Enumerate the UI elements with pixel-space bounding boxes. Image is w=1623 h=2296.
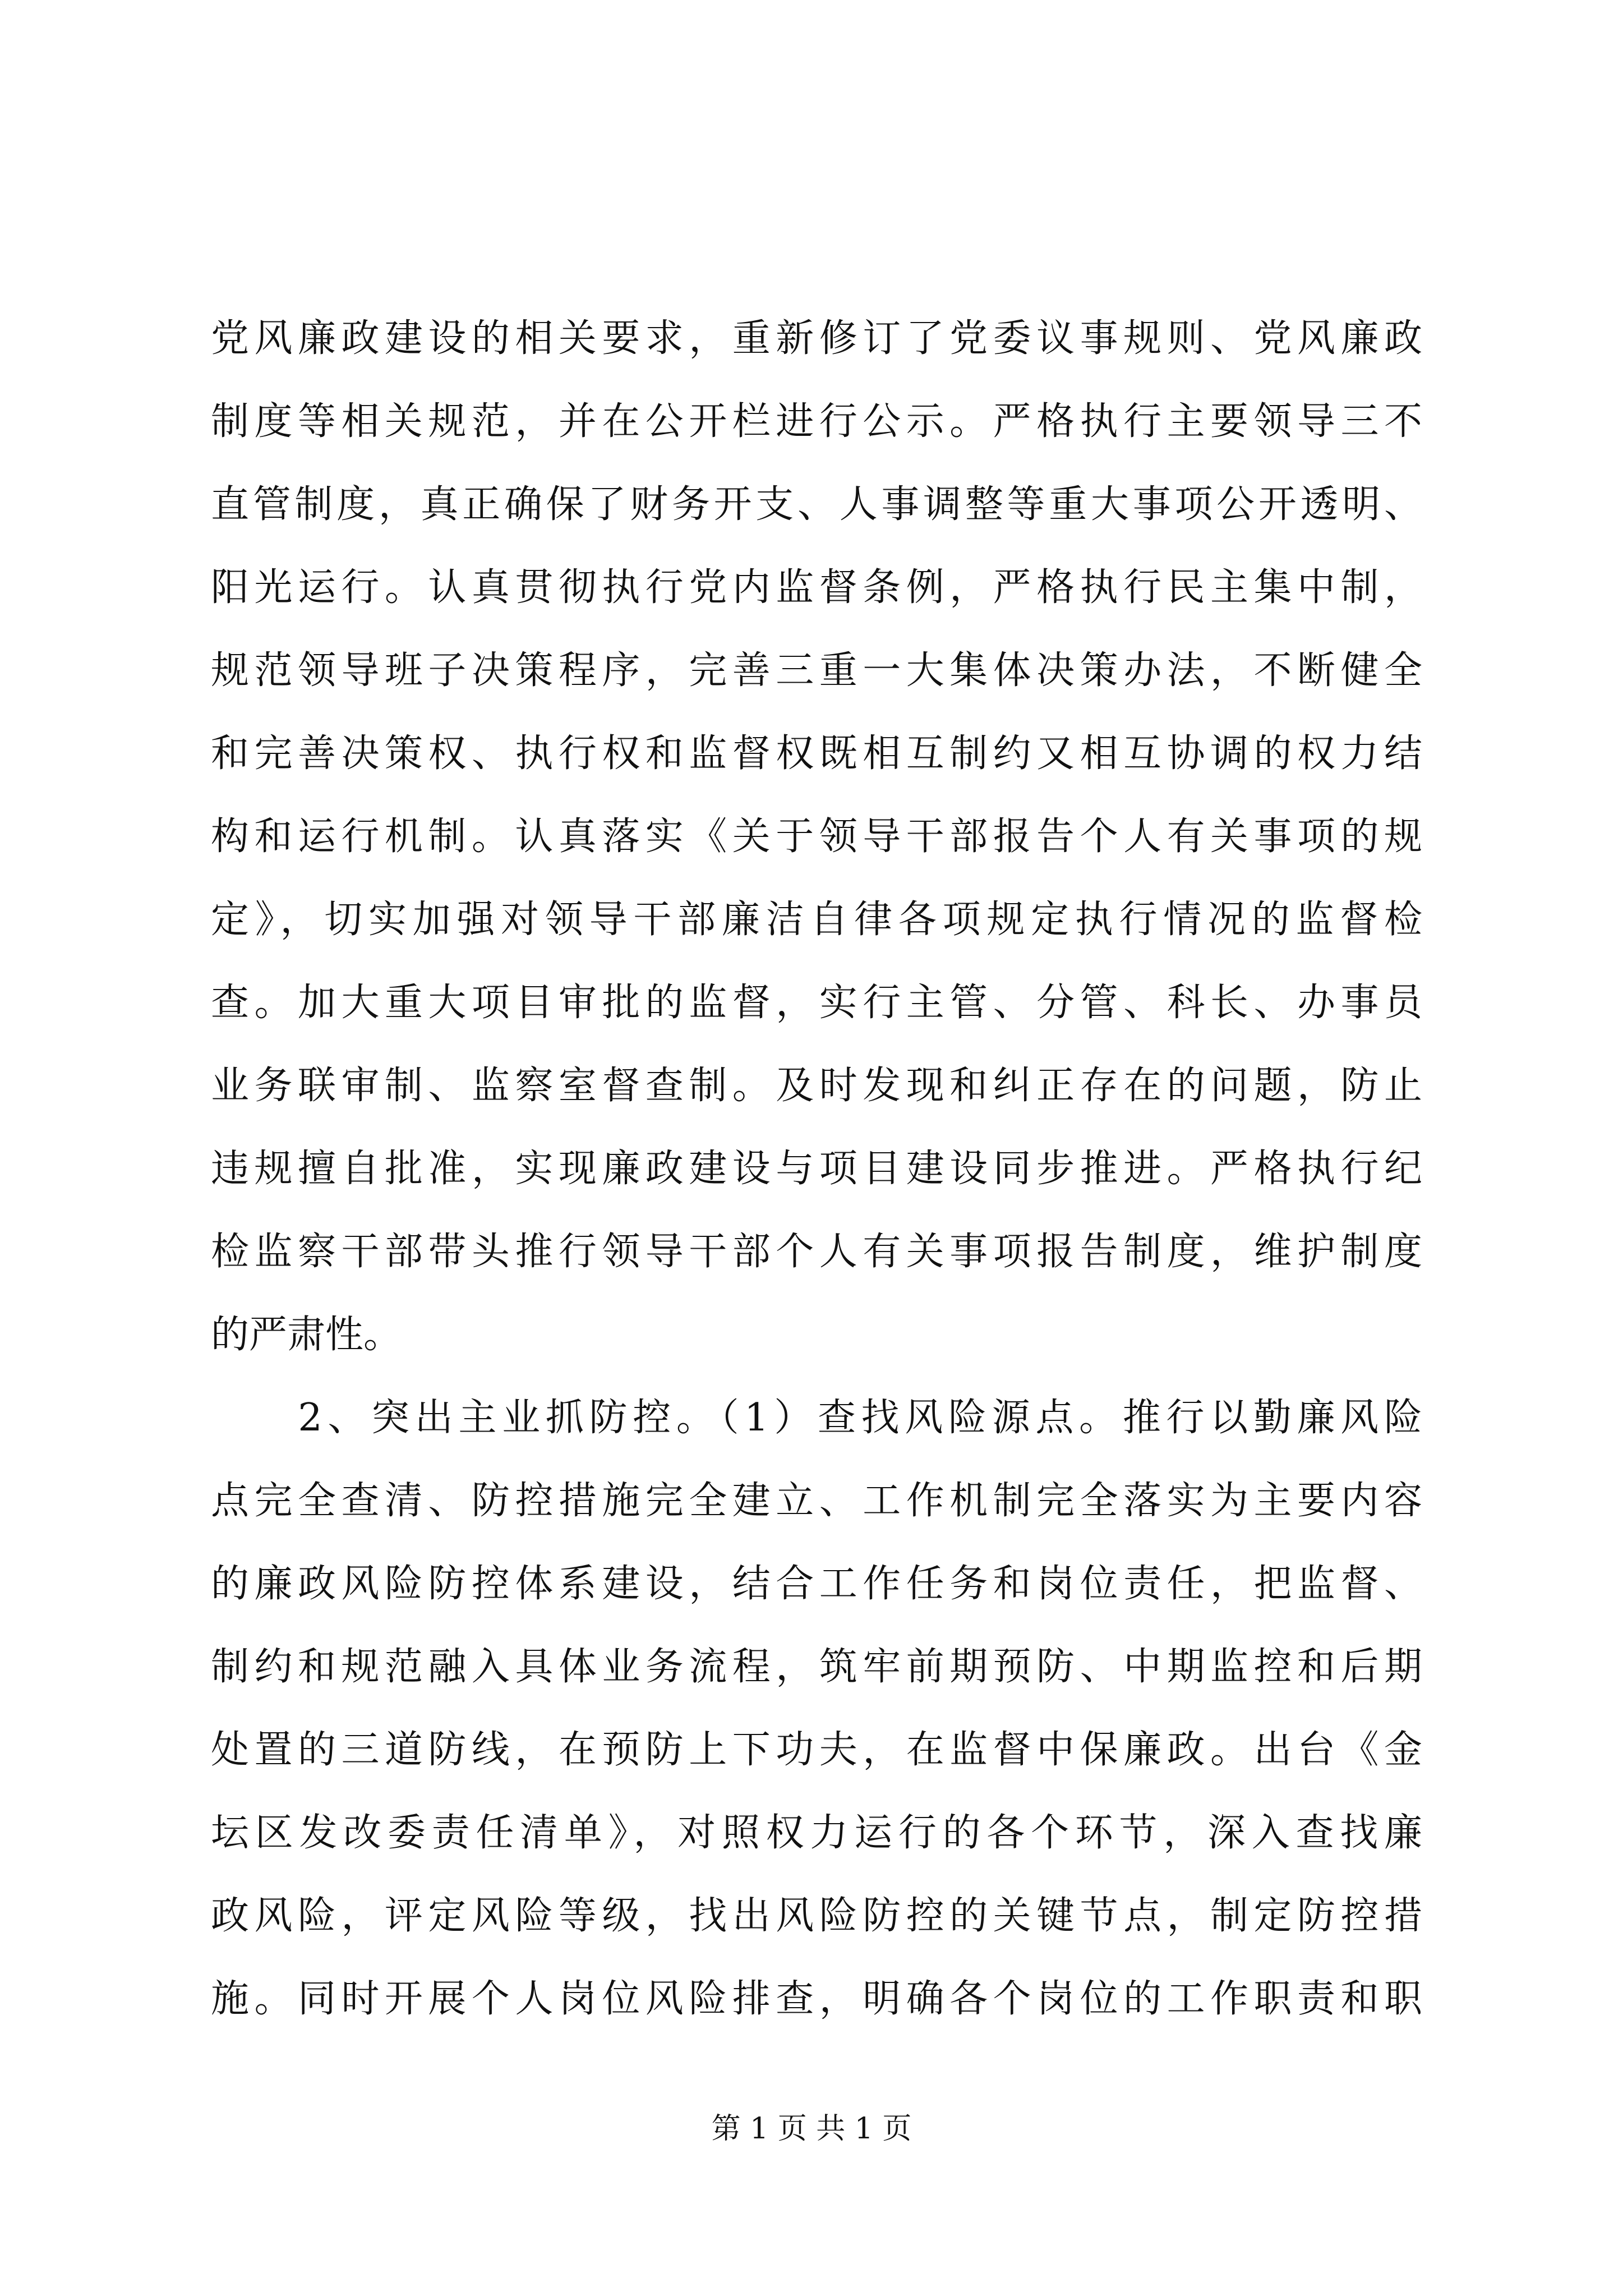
text-line: 2、突出主业抓防控。（1）查找风险源点。推行以勤廉风险	[211, 1396, 1422, 1440]
text-line: 构和运行机制。认真落实《关于领导干部报告个人有关事项的规	[211, 815, 1422, 859]
body-text	[211, 297, 1422, 2041]
text-line: 阳光运行。认真贯彻执行党内监督条例，严格执行民主集中制，	[211, 565, 1422, 610]
text-line: 定》，切实加强对领导干部廉洁自律各项规定执行情况的监督检	[211, 898, 1422, 942]
text-line: 坛区发改委责任清单》，对照权力运行的各个环节，深入查找廉	[211, 1811, 1422, 1855]
text-line: 政风险，评定风险等级，找出风险防控的关键节点，制定防控措	[211, 1894, 1422, 1938]
text-line: 的严肃性。	[211, 1313, 402, 1357]
text-line: 业务联审制、监察室督查制。及时发现和纠正存在的问题，防止	[211, 1064, 1422, 1108]
text-line: 施。同时开展个人岗位风险排查，明确各个岗位的工作职责和职	[211, 1977, 1422, 2021]
text-line: 查。加大重大项目审批的监督，实行主管、分管、科长、办事员	[211, 981, 1422, 1025]
text-line: 检监察干部带头推行领导干部个人有关事项报告制度，维护制度	[211, 1230, 1422, 1274]
text-line: 党风廉政建设的相关要求，重新修订了党委议事规则、党风廉政	[211, 316, 1422, 361]
page-footer	[0, 2109, 1623, 2148]
text-line: 和完善决策权、执行权和监督权既相互制约又相互协调的权力结	[211, 731, 1422, 776]
text-line: 点完全查清、防控措施完全建立、工作机制完全落实为主要内容	[211, 1479, 1422, 1523]
text-line: 规范领导班子决策程序，完善三重一大集体决策办法，不断健全	[211, 648, 1422, 693]
text-line: 直管制度，真正确保了财务开支、人事调整等重大事项公开透明、	[211, 482, 1422, 527]
page-number-label: 第 1 页 共 1 页	[711, 2112, 912, 2146]
text-line: 违规擅自批准，实现廉政建设与项目建设同步推进。严格执行纪	[211, 1147, 1422, 1191]
text-line: 制约和规范融入具体业务流程，筑牢前期预防、中期监控和后期	[211, 1645, 1422, 1689]
text-line: 的廉政风险防控体系建设，结合工作任务和岗位责任，把监督、	[211, 1562, 1422, 1606]
text-line: 处置的三道防线，在预防上下功夫，在监督中保廉政。出台《金	[211, 1728, 1422, 1772]
text-line: 制度等相关规范，并在公开栏进行公示。严格执行主要领导三不	[211, 399, 1422, 444]
